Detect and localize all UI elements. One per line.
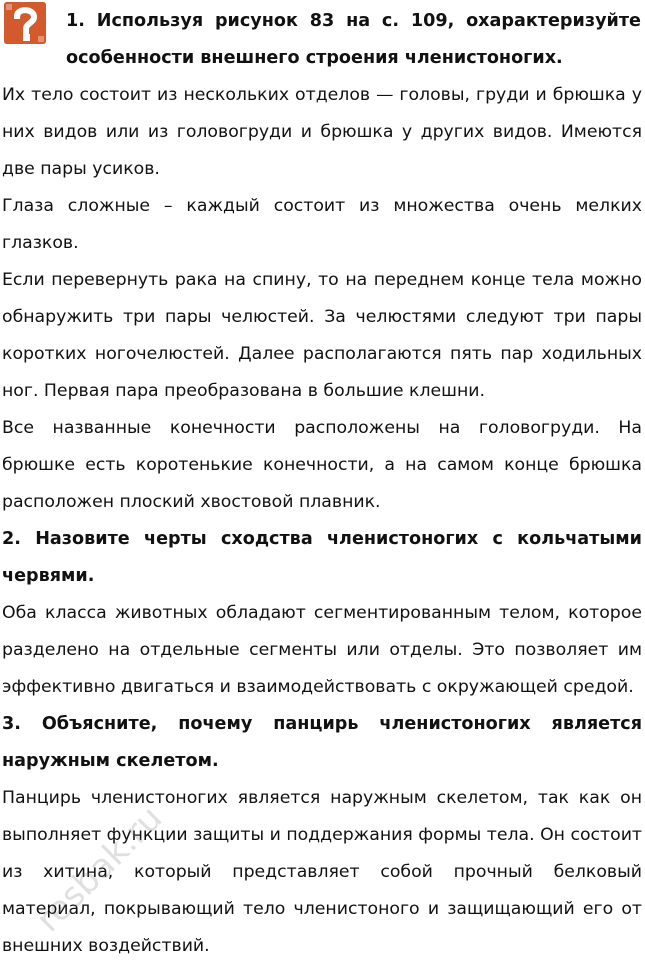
answer-1-paragraph-3: Если перевернуть рака на спину, то на переднем конце тела можно обнаружить три пары челюстей. За челюстями следуют три пары коротких ногочелюстей. Далее располагаются пять пар ходильных ног. Первая пара преобразована в большие клешни. bbox=[2, 270, 642, 401]
question-mark-icon bbox=[4, 2, 46, 44]
answer-1-paragraph-2: Глаза сложные – каждый состоит из множества очень мелких глазков. bbox=[2, 196, 642, 253]
question-3-title: 3. Объясните, почему панцирь членистоногих является наружным скелетом. bbox=[2, 714, 642, 771]
question-2-title: 2. Назовите черты сходства членистоногих с кольчатыми червями. bbox=[2, 529, 642, 586]
answer-1-paragraph-1: Их тело состоит из нескольких отделов — головы, груди и брюшка у них видов или из головогруди и брюшка у других видов. Имеются две пары усиков. bbox=[2, 85, 642, 179]
question-1-title: 1. Используя рисунок 83 на с. 109, охарактеризуйте особенности внешнего строения членистоногих. bbox=[66, 11, 641, 68]
answer-3-paragraph-1: Панцирь членистоногих является наружным скелетом, так как он выполняет функции защиты и поддержания формы тела. Он состоит из хитина, который представляет собой прочный белковый материал, покрывающий тело членистоного и защищающий его от внешних воздействий. bbox=[2, 788, 642, 956]
answer-1-paragraph-4: Все названные конечности расположены на головогруди. На брюшке есть коротенькие конечности, а на самом конце брюшка расположен плоский хвостовой плавник. bbox=[2, 418, 642, 512]
watermark-text: resbak.ru bbox=[28, 798, 171, 941]
logo-badge bbox=[4, 2, 46, 44]
answer-2-paragraph-1: Оба класса животных обладают сегментированным телом, которое разделено на отдельные сегменты или отделы. Это позволяет им эффективно двигаться и взаимодействовать с окружающей средой. bbox=[2, 603, 642, 697]
